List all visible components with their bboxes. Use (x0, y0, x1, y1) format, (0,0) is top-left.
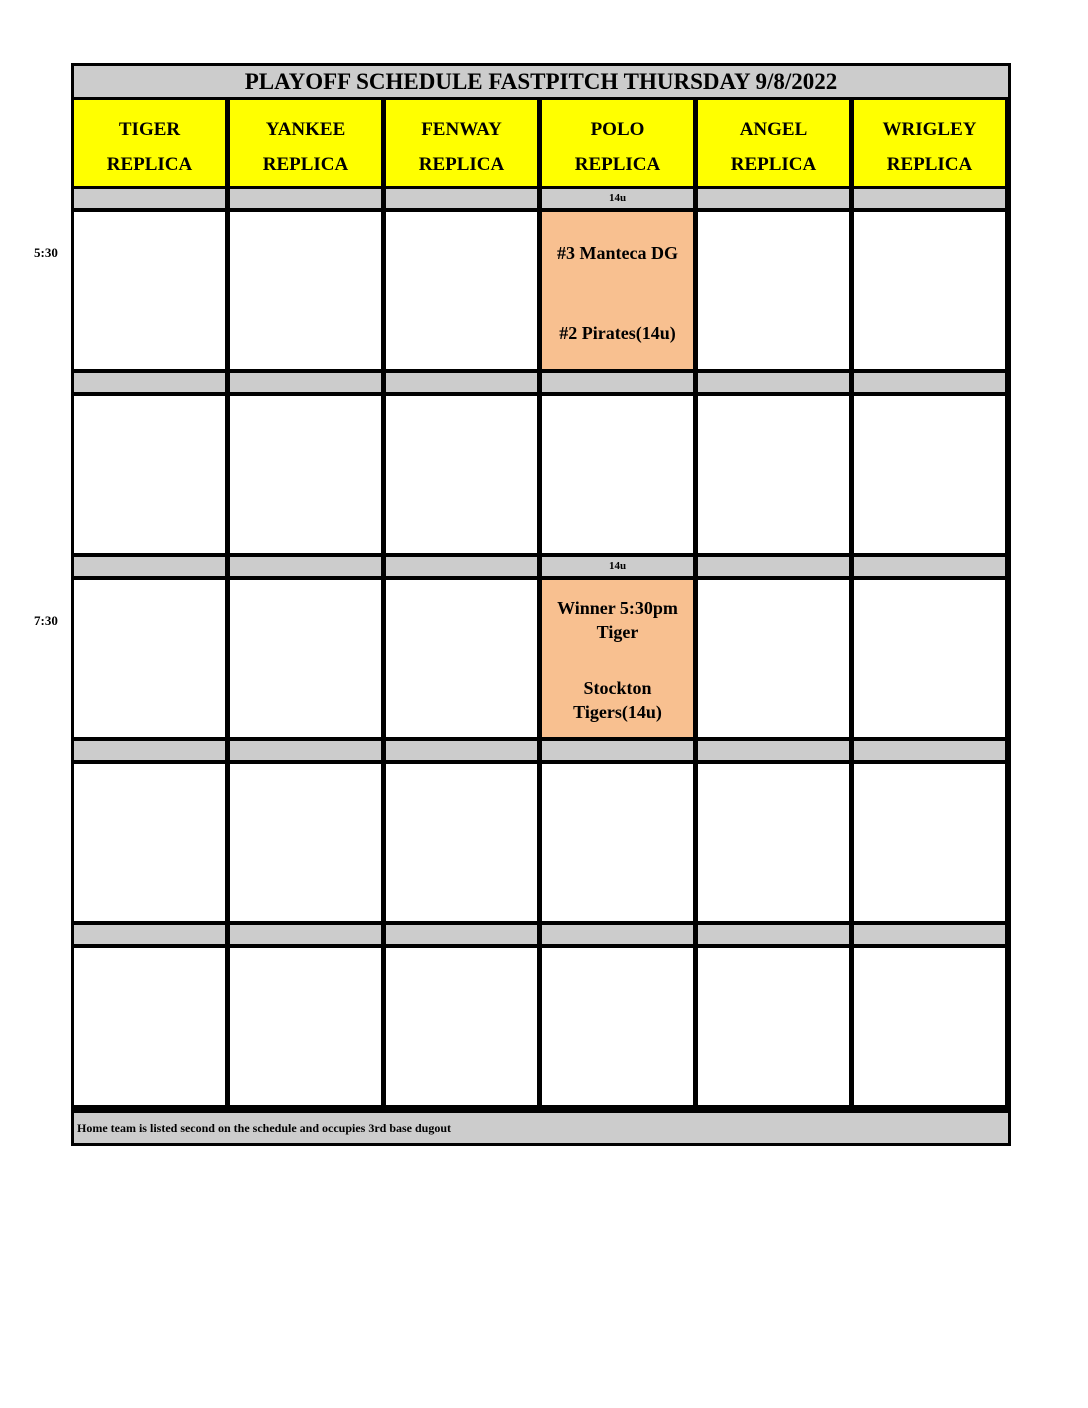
slot-label-cell (74, 189, 225, 208)
empty-slot-cell (854, 948, 1005, 1105)
slot-label-cell (698, 925, 849, 944)
empty-slot-cell (230, 396, 381, 553)
empty-slot-cell (74, 764, 225, 921)
field-header-wrigley (854, 100, 1005, 186)
field-subtitle: REPLICA (886, 154, 973, 175)
field-header-tiger (74, 100, 225, 186)
slot-label-cell (854, 925, 1005, 944)
empty-slot-cell (74, 212, 225, 369)
slot-label-cell (386, 189, 537, 208)
empty-slot-cell (854, 212, 1005, 369)
time-label: 5:30 (34, 245, 58, 260)
field-subtitle: REPLICA (262, 154, 349, 175)
slot-label-cell (74, 741, 225, 760)
slot-label-cell: 14u (542, 557, 693, 576)
field-name: ANGEL (739, 119, 808, 140)
empty-slot-cell (230, 948, 381, 1105)
field-subtitle: REPLICA (418, 154, 505, 175)
slot-label-cell: 14u (542, 189, 693, 208)
field-subtitle: REPLICA (574, 154, 661, 175)
empty-slot-cell (386, 212, 537, 369)
field-subtitle: REPLICA (106, 154, 193, 175)
field-name: WRIGLEY (882, 119, 977, 140)
footer-note: Home team is listed second on the schedule and occupies 3rd base dugout (74, 1113, 1008, 1143)
empty-slot-cell (542, 396, 693, 553)
slot-label-cell (230, 557, 381, 576)
slot-label-cell (74, 925, 225, 944)
empty-slot-cell (698, 764, 849, 921)
schedule-title: PLAYOFF SCHEDULE FASTPITCH THURSDAY 9/8/2022 (74, 66, 1008, 97)
empty-slot-cell (74, 948, 225, 1105)
field-name: FENWAY (421, 119, 502, 140)
slot-label-cell (386, 925, 537, 944)
slot-label-cell (386, 373, 537, 392)
slot-label-cell (698, 741, 849, 760)
empty-slot-cell (698, 212, 849, 369)
empty-slot-cell (230, 212, 381, 369)
slot-label-cell (854, 741, 1005, 760)
field-subtitle: REPLICA (730, 154, 817, 175)
slot-label-cell (74, 373, 225, 392)
field-header-angel (698, 100, 849, 186)
field-header-yankee (230, 100, 381, 186)
empty-slot-cell (542, 764, 693, 921)
slot-label-cell (698, 557, 849, 576)
game-cell (542, 580, 693, 737)
away-team: Winner 5:30pm Tiger (557, 598, 678, 642)
schedule-table (71, 63, 1011, 1146)
empty-slot-cell (854, 764, 1005, 921)
home-team: #2 Pirates(14u) (559, 323, 676, 343)
empty-slot-cell (698, 948, 849, 1105)
empty-slot-cell (698, 396, 849, 553)
empty-slot-cell (386, 764, 537, 921)
slot-label-cell (230, 741, 381, 760)
empty-slot-cell (230, 580, 381, 737)
empty-slot-cell (386, 396, 537, 553)
home-team: Stockton Tigers(14u) (573, 678, 662, 722)
empty-slot-cell (386, 948, 537, 1105)
away-team: #3 Manteca DG (557, 243, 678, 263)
slot-label-cell (698, 373, 849, 392)
empty-slot-cell (854, 580, 1005, 737)
field-header-polo (542, 100, 693, 186)
slot-label-cell (854, 373, 1005, 392)
slot-label-cell (74, 557, 225, 576)
empty-slot-cell (542, 948, 693, 1105)
slot-label-cell (386, 557, 537, 576)
slot-label-cell (698, 189, 849, 208)
time-label: 7:30 (34, 613, 58, 628)
slot-label-cell (230, 373, 381, 392)
slot-label-cell (230, 925, 381, 944)
field-name: TIGER (118, 119, 181, 140)
empty-slot-cell (74, 396, 225, 553)
field-name: YANKEE (265, 119, 346, 140)
slot-label-cell (854, 189, 1005, 208)
slot-label-cell (230, 189, 381, 208)
game-cell (542, 212, 693, 369)
empty-slot-cell (698, 580, 849, 737)
empty-slot-cell (854, 396, 1005, 553)
slot-label-cell (542, 925, 693, 944)
field-name: POLO (590, 119, 645, 140)
empty-slot-cell (74, 580, 225, 737)
field-header-fenway (386, 100, 537, 186)
slot-label-cell (542, 741, 693, 760)
empty-slot-cell (230, 764, 381, 921)
slot-label-cell (854, 557, 1005, 576)
empty-slot-cell (386, 580, 537, 737)
slot-label-cell (542, 373, 693, 392)
slot-label-cell (386, 741, 537, 760)
